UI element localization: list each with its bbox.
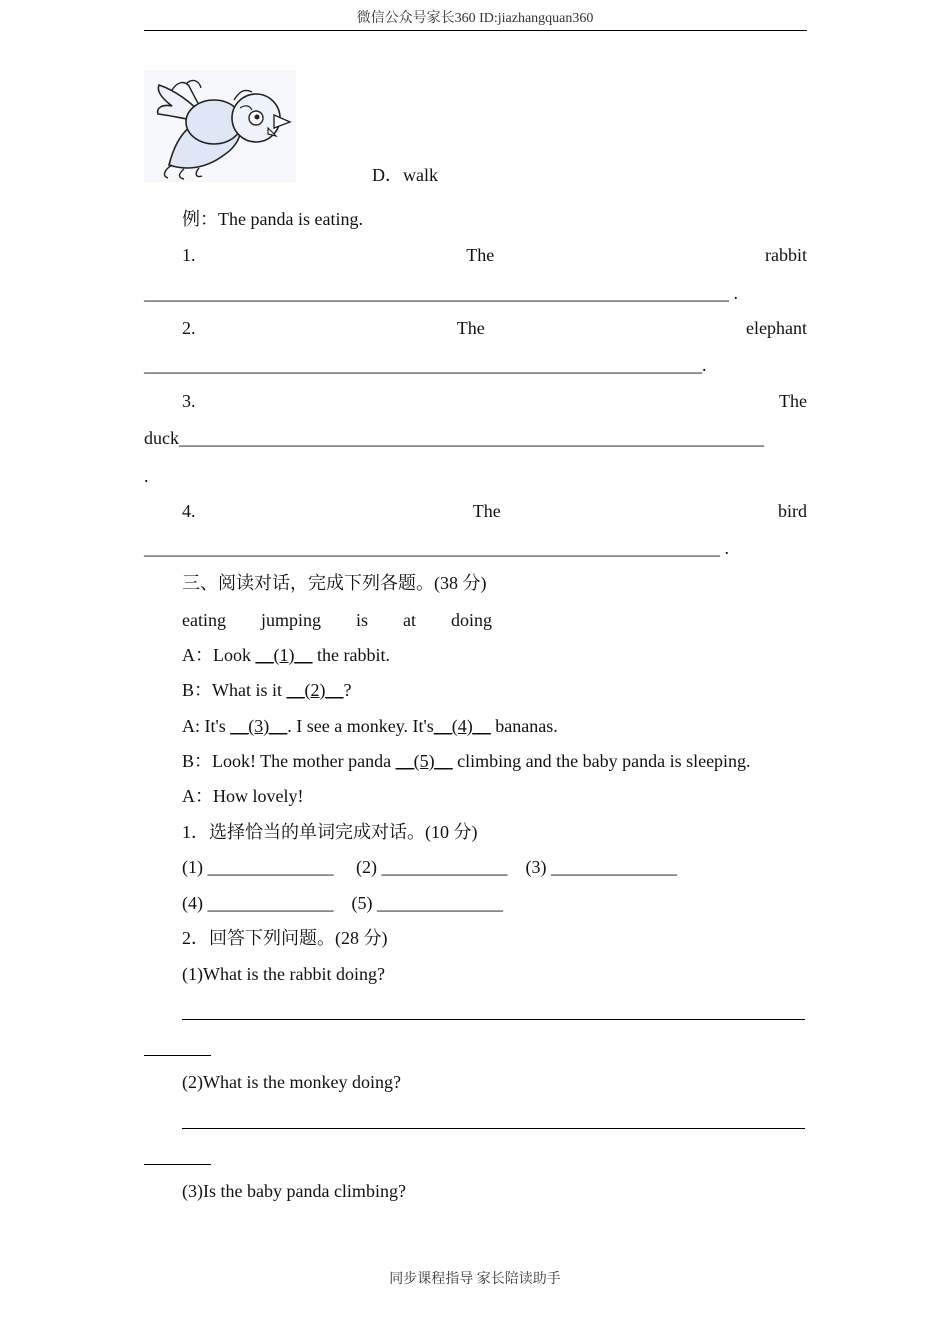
item-1-row xyxy=(182,246,807,264)
question-1-title: 1．选择恰当的单词完成对话。(10 分) xyxy=(182,822,478,842)
blank-2[interactable]: __(2)__ xyxy=(286,680,344,700)
question-2-2: (2)What is the monkey doing? xyxy=(182,1072,401,1092)
item-3-row xyxy=(182,392,807,410)
dialogue-text: the rabbit. xyxy=(312,645,390,665)
question-1-answers-row-2[interactable]: (4) ______________ (5) ______________ xyxy=(182,893,503,913)
item-4-subject: The xyxy=(472,501,501,521)
dialogue-text: bananas. xyxy=(490,716,558,736)
header-rule xyxy=(144,30,807,31)
blank-1[interactable]: __(1)__ xyxy=(255,645,313,665)
question-2-3: (3)Is the baby panda climbing? xyxy=(182,1181,406,1201)
dialogue-text: A: It's xyxy=(182,716,231,736)
dialogue-text: A：Look xyxy=(182,645,256,665)
dialogue-line-4 xyxy=(182,752,751,770)
page-header: 微信公众号家长360 ID:jiazhangquan360 xyxy=(356,11,594,26)
item-2-answer-line[interactable]: ______________________________________________________________. xyxy=(144,355,707,375)
question-2-1: (1)What is the rabbit doing? xyxy=(182,964,385,984)
flying-bird-icon xyxy=(144,70,296,182)
dialogue-text: . I see a monkey. It's xyxy=(287,716,434,736)
question-1-answers-row-1[interactable]: (1) ______________ (2) ______________ (3) ______________ xyxy=(182,857,677,877)
dialogue-text: ? xyxy=(343,680,352,700)
item-2-row xyxy=(182,319,807,337)
dialogue-text: climbing and the baby panda is sleeping. xyxy=(452,751,751,771)
blank-5[interactable]: __(5)__ xyxy=(395,751,453,771)
item-1-subject: The xyxy=(466,245,495,265)
page-footer: 同步课程指导 家长陪读助手 xyxy=(389,1272,561,1287)
word-bank-item: eating xyxy=(182,610,226,630)
item-2-subject: The xyxy=(456,318,485,338)
option-d-label: D．walk xyxy=(372,165,438,185)
word-bank-item: doing xyxy=(451,610,493,630)
dialogue-text: B：Look! The mother panda xyxy=(182,751,396,771)
answer-line[interactable] xyxy=(144,1055,211,1056)
answer-line[interactable] xyxy=(182,1128,805,1129)
item-2-noun: elephant xyxy=(746,318,807,338)
word-bank-item: is xyxy=(356,610,369,630)
answer-line[interactable] xyxy=(144,1164,211,1165)
blank-4[interactable]: __(4)__ xyxy=(433,716,491,736)
blank-3[interactable]: __(3)__ xyxy=(230,716,288,736)
item-1-noun: rabbit xyxy=(764,245,807,265)
item-2-number: 2. xyxy=(182,318,196,338)
item-3-answer-line[interactable]: duck_________________________________________________________________ xyxy=(144,428,764,448)
dialogue-line-3 xyxy=(182,717,558,735)
word-bank xyxy=(182,611,527,629)
item-3-number: 3. xyxy=(182,391,196,411)
item-4-number: 4. xyxy=(182,501,196,521)
word-bank-item: jumping xyxy=(260,610,321,630)
section-3-title: 三、阅读对话，完成下列各题。(38 分) xyxy=(182,573,487,593)
item-4-noun: bird xyxy=(777,501,807,521)
item-4-answer-line[interactable]: ________________________________________________________________ . xyxy=(144,538,729,558)
dialogue-line-1 xyxy=(182,646,390,664)
dialogue-line-5: A：How lovely! xyxy=(182,786,304,806)
dialogue-text: B：What is it xyxy=(182,680,287,700)
question-2-title: 2．回答下列问题。(28 分) xyxy=(182,928,388,948)
item-4-row xyxy=(182,502,807,520)
item-3-subject: The xyxy=(779,391,807,411)
answer-line[interactable] xyxy=(182,1019,805,1020)
item-1-number: 1. xyxy=(182,245,196,265)
dialogue-line-2 xyxy=(182,681,352,699)
item-1-answer-line[interactable]: _________________________________________________________________ . xyxy=(144,283,738,303)
item-3-period: . xyxy=(144,466,149,486)
word-bank-item: at xyxy=(403,610,417,630)
example-sentence: 例：The panda is eating. xyxy=(182,209,363,229)
